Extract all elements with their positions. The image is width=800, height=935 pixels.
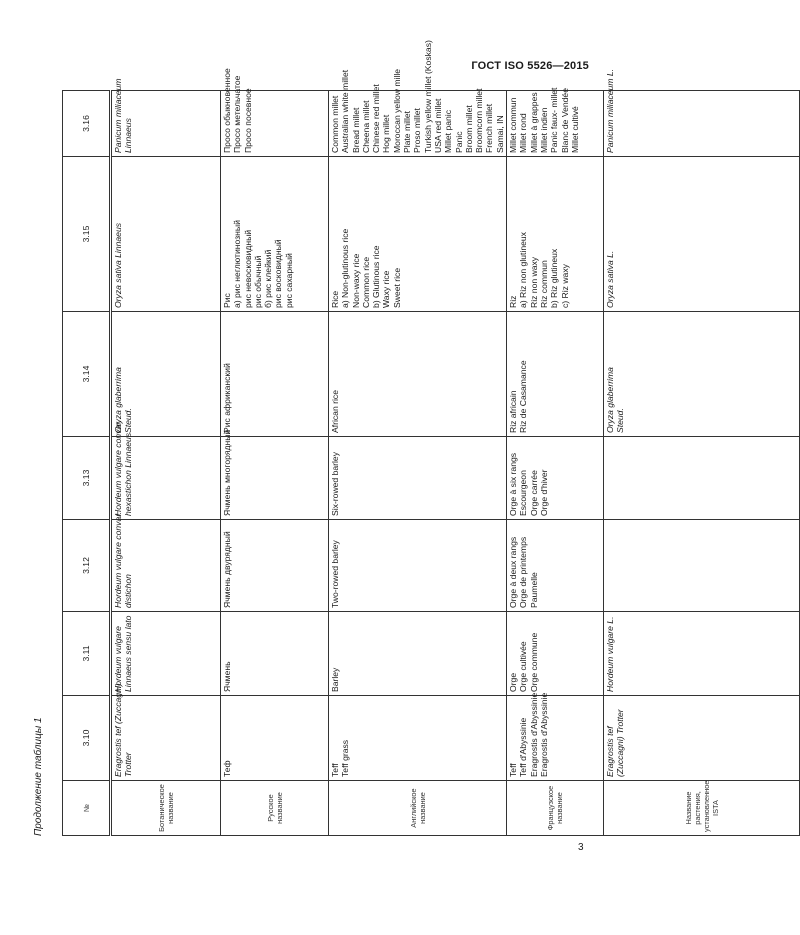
cell-number-1: 3.10 [63,696,111,781]
cell-french-name-2 [507,612,604,696]
cell-russian-name-6 [221,157,329,312]
french-name-line: Escourgeon [518,470,529,516]
english-name-line: Chinese red millet [371,84,382,153]
french-name-line: Orge de printemps [518,536,529,608]
french-name-line: Teff [508,763,519,777]
english-name-line: Non-waxy rice [350,253,361,308]
russian-name-line: Просо посевное [242,88,253,153]
cell-russian-name-1 [221,696,329,781]
english-name-line: Proso millet [412,108,423,153]
col-ista-name [604,91,800,836]
col-number [63,91,111,836]
cell-english-name-1 [329,696,507,781]
cell-number-7: 3.16 [63,91,111,157]
cell-russian-name-3 [221,520,329,612]
botanical-name-line: Linnaeus sensu lato [123,615,134,692]
french-name-line: Teff d'Abyssinie [518,717,529,777]
standard-header: ГОСТ ISO 5526—2015 [471,60,589,72]
english-name-line: Common rice [360,256,371,308]
cell-english-name-3 [329,520,507,612]
cell-ista-name-2 [604,612,800,696]
english-name-line: Broom millet [463,105,474,153]
botanical-name-line: Hordeum vulgare [113,626,123,692]
cell-number-4: 3.13 [63,437,111,520]
french-name-line: Orge commune [528,632,539,692]
english-name-line: Broomcorn millet [474,88,485,153]
cell-french-name-1 [507,692,604,781]
cell-russian-name-7 [221,68,329,157]
table-caption: Продолжение таблицы 1 [33,717,44,836]
french-name-line: Millet indien [538,107,549,153]
cell-number-2: 3.11 [63,612,111,696]
cell-french-name-7 [507,87,604,157]
ista-name-line: Steud. [615,408,626,433]
cell-botanical-name-6 [111,157,221,312]
cell-ista-name-3 [604,520,800,612]
english-name-line: Waxy rice [381,270,392,308]
french-name-line: Millet cultivé [569,106,580,153]
english-name-line: Sweet rice [391,267,402,308]
col-russian-name [221,91,329,836]
english-name-line: Plate millet [402,110,413,153]
russian-name-line: Ячмень многорядный [222,429,232,516]
cell-ista-name-6 [604,157,800,312]
botanical-name-line: Trotter [123,752,134,777]
cell-english-name-6 [329,157,507,312]
cell-botanical-name-7 [111,78,221,157]
header-ista-name: Название растения, установленное ISTA [604,781,800,836]
french-name-line: Riz [508,295,519,308]
russian-name-line: б) рис клейкий [263,249,274,308]
cell-ista-name-1 [604,696,800,781]
ista-name-line: Panicum miliaceum L. [605,68,616,153]
french-name-line: Orge [508,672,519,692]
russian-name-line: a) рис неглютинозный [232,220,243,308]
russian-name-line: Ячмень двурядный [222,531,232,608]
cell-botanical-name-1 [111,683,221,781]
french-name-line: b) Riz glutineux [549,248,560,308]
botanical-name-line: hexastichon Linnaeus [123,432,134,516]
french-name-line: Riz non waxy [528,256,539,308]
english-name-line: African rice [330,390,340,433]
french-name-line: Eragrostis d'Abyssinie [528,692,539,777]
botanical-name-line: Oryza glaberrima [113,367,123,433]
russian-name-line: Теф [222,760,232,777]
header-russian-name: Русское название [221,781,329,836]
botanical-name-line: Oryza sativa Linnaeus [113,222,123,308]
english-name-line: Teff grass [340,739,351,777]
botanical-name-line: Steud. [123,408,134,433]
english-name-line: Barley [330,667,340,692]
russian-name-line: рис обычный [252,255,263,308]
cell-russian-name-5 [221,312,329,437]
russian-name-line: Рис африканский [222,363,232,433]
cell-ista-name-5 [604,312,800,437]
cell-number-6: 3.15 [63,157,111,312]
english-name-line: Hog millet [381,114,392,153]
french-name-line: Millet à grappes [528,92,539,153]
botanical-name-line: Panicum miliaceum [113,78,123,153]
russian-name-line: рис сахарный [283,253,294,308]
botanical-name-line: Eragrostis tef (Zuccagni) [113,683,123,777]
english-name-line: Two-rowed barley [330,540,340,608]
col-english-name [329,91,507,836]
cell-french-name-6 [507,157,604,312]
english-name-line: Millet panic [443,110,454,153]
english-name-line: Bread millet [350,107,361,153]
ista-name-line: Eragrostis tef [605,726,616,777]
ista-name-line: (Zuccagni) Trotter [615,709,626,777]
cell-english-name-4 [329,437,507,520]
french-name-line: a) Riz non glutineux [518,232,529,308]
french-name-line: Eragrostis d'Abyssinie [538,692,549,777]
english-name-line: Teff [330,763,340,777]
cell-english-name-7 [329,40,507,157]
french-name-line: Orge cultivée [518,641,529,692]
cell-french-name-4 [507,437,604,520]
french-name-line: Panic faux- millet [549,87,560,153]
english-name-line: Australian white millet [340,69,351,153]
english-name-line: Samai, IN [494,115,505,153]
french-name-line: Blanc de Vendée [559,88,570,153]
french-name-line: Paumelle [528,572,539,608]
english-name-line: Panic [453,131,464,153]
botanical-name-line: Hordeum vulgare convar. [113,419,123,516]
cell-ista-name-4 [604,437,800,520]
french-name-line: Riz africain [508,390,519,433]
english-name-line: Common millet [330,95,340,153]
russian-name-line: рис восковидный [273,239,284,308]
cell-russian-name-4 [221,429,329,520]
french-name-line: Millet commun [508,97,519,153]
cell-number-5: 3.14 [63,312,111,437]
english-name-line: Moroccan yellow mille [391,68,402,153]
english-name-line: Cheena millet [360,100,371,153]
botanical-name-line: Hordeum vulgare convar. [113,511,123,608]
french-name-line: Riz commun [538,260,549,308]
cell-french-name-5 [507,312,604,437]
french-name-line: Millet rond [518,113,529,153]
page-number: 3 [578,842,584,853]
cell-french-name-3 [507,520,604,612]
russian-name-line: Ячмень [222,661,232,692]
cell-number-3: 3.12 [63,520,111,612]
col-french-name [507,91,604,836]
french-name-line: c) Riz waxy [559,264,570,308]
english-name-line: Turkish yellow millet (Koskas) [422,40,433,153]
english-name-line: French millet [484,103,495,153]
russian-name-line: Рис [222,293,232,308]
cell-botanical-name-2 [111,612,221,696]
ista-name-line: Hordeum vulgare L. [605,616,616,692]
header-french-name: Французское название [507,781,604,836]
english-name-line: Six-rowed barley [330,452,340,516]
english-name-line: b) Glutinous rice [371,245,382,308]
french-name-line: Orge à six rangs [508,452,519,516]
english-name-line: a) Non-glutinous rice [340,228,351,308]
french-name-line: Riz de Casamance [518,360,529,433]
french-name-line: Orge à deux rangs [508,536,519,608]
cell-english-name-5 [329,312,507,437]
russian-name-line: Просо метельчатое [232,75,243,153]
english-name-line: Rice [330,290,340,308]
french-name-line: Orge carrée [528,470,539,516]
header-english-name: Английское название [329,781,507,836]
cell-ista-name-7 [604,68,800,157]
col-botanical-name [111,91,221,836]
english-name-line: USA red millet [432,98,443,153]
botanical-name-line: Linnaeus [123,118,134,153]
cell-russian-name-2 [221,612,329,696]
header-number: № [63,781,111,836]
cell-botanical-name-5 [111,312,221,437]
ista-name-line: Oryza glaberrima [605,367,616,433]
russian-name-line: Просо обыкновенное [222,68,232,153]
russian-name-line: рис невосковидный [242,229,253,308]
botanical-name-line: distichon [123,574,134,608]
cell-botanical-name-3 [111,511,221,612]
ista-name-line: Oryza sativa L. [605,250,616,308]
cell-english-name-2 [329,612,507,696]
header-botanical-name: Ботаническое название [111,781,221,836]
french-name-line: Orge d'hiver [538,469,549,516]
